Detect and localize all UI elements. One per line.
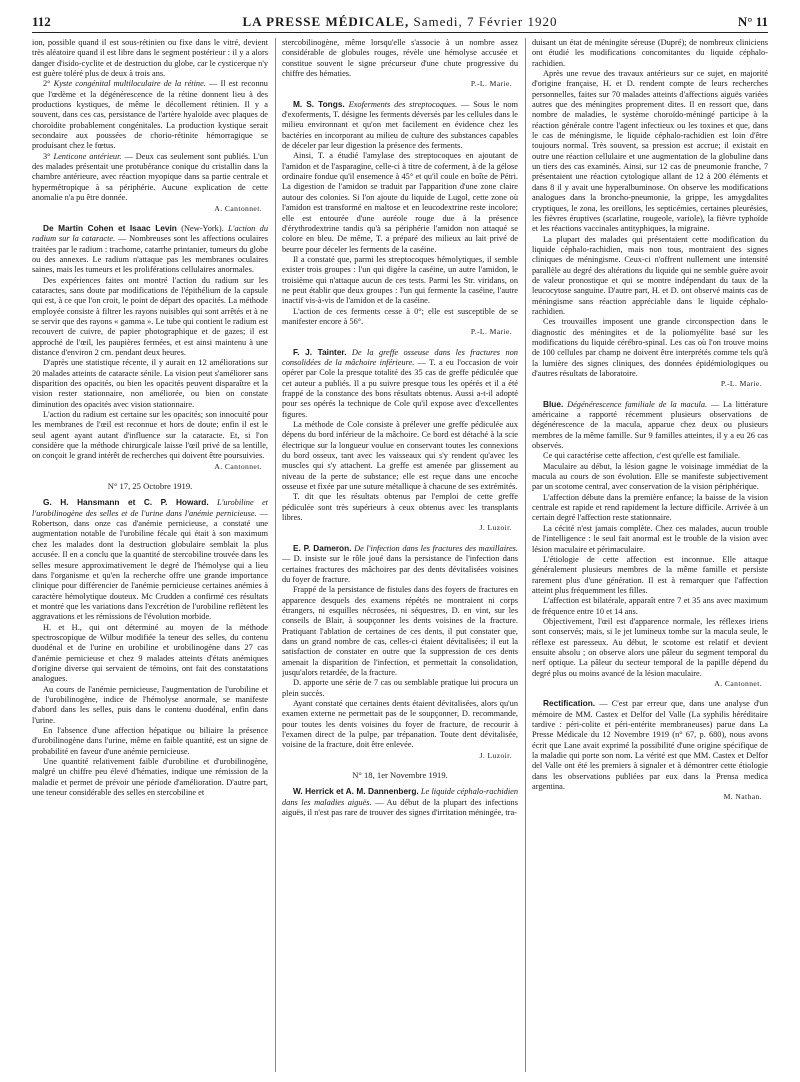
signature: J. Luzoir. xyxy=(479,523,512,533)
column-divider xyxy=(525,38,526,1072)
paragraph: Objectivement, l'œil est d'apparence normale, les réflexes iriens sont conservés; mais, si le jet lumineux tombe sur la macula seule, le réflexe est paresseux. Au début, le scotome est relatif et devient ensuite absolu ; on observe alors une pâleur du segment temporal du nerf optique. La pâleur du secteur temporal de la papille dépend du degré plus ou moins avancé de la lésion maculaire. xyxy=(532,616,768,678)
paragraph: L'affection débute dans la première enfance; la baisse de la vision centrale est rapide et rend rapidement la lecture difficile. Arrivée à un certain degré l'affection reste stationnaire. xyxy=(532,492,768,523)
article-title: Le liquide céphalo-rachidien dans les maladies aiguës. xyxy=(282,787,518,807)
paragraph: Maculaire au début, la lésion gagne le voisinage immédiat de la macula au cours de son évolution. Elle se manifeste subjectivement par un scotome central, avec conservation de la vision périphérique. xyxy=(532,461,768,492)
paragraph: H. et H., qui ont déterminé au moyen de la méthode spectroscopique de Wilbur modifiée la teneur des selles, du contenu duodénal et de l'urine en urobiline et urobilinogène dans 27 cas d'anémie pernicieuse et chez 9 malades atteints d'états anémiques d'origine diverse qui servaient de témoins, ont fait des constatations analogues. xyxy=(32,622,268,684)
issue-section-heading: N° 18, 1er Novembre 1919. xyxy=(352,770,448,781)
paragraph: 2° Kyste congénital multiloculaire de la rétine. — Il est reconnu que l'œdème et la dégénérescence de la rétine donnent lieu à des productions kystiques, de même le décollement rétinien. Il y a souvent, dans ces cas, persistance de l'artère hyaloïde avec plaques de choroïdite probablement congénitales. La production kystique serait secondaire aux poussées de chorio-rétinite hémorragique se produisant chez le fœtus. xyxy=(32,79,268,151)
paragraph: Il a constaté que, parmi les streptocoques hémolytiques, il semble exister trois groupes : l'un qui digère la caséine, un autre l'amidon, le troisième qui n'attaque aucun de ces tests. Parmi les Str. viridans, on ne peut établir que deux groupes : l'un qui fermente la caséine, l'autre inactif vis-à-vis de l'amidon et de la caséine. xyxy=(282,254,518,306)
article-columns xyxy=(32,38,768,1072)
paragraph: La cécité n'est jamais complète. Chez ces malades, aucun trouble de l'intelligence : le seul fait anormal est le trouble de la vision avec lésion maculaire et périmaculaire. xyxy=(532,523,768,554)
page-number: 112 xyxy=(32,14,51,29)
issue-number: N° 11 xyxy=(737,14,768,29)
paragraph: duisant un état de méningite séreuse (Dupré); de nombreux cliniciens ont étudié les modifications concomitantes du liquide céphalo-rachidien. xyxy=(532,38,768,68)
paragraph: L'action de ces ferments cesse à 0°; elle est susceptible de se manifester encore à 56°. xyxy=(282,306,518,326)
paragraph: Ayant constaté que certaines dents étaient dévitalisées, alors qu'un examen externe ne permettait pas de le soupçonner, D. recommande, pour toutes les dents voisines du foyer de fracture, de recourir à l'examen direct de la pulpe, par trépanation. Toute dent dévitalisée, voisine de la fracture, doit être enlevée. xyxy=(282,698,518,750)
column-divider xyxy=(275,38,276,1072)
article-title: L'urobiline et l'urobilinogène des selles et de l'urine dans l'anémie pernicieuse. xyxy=(32,498,268,518)
paragraph: T. dit que les résultats obtenus par l'emploi de cette greffe pédiculée sont très supérieurs à ceux obtenus avec les transplants libres. xyxy=(282,492,518,523)
paragraph: Après une revue des travaux antérieurs sur ce sujet, en majorité d'origine française, H. et D. rendent compte de leurs recherches personnelles, faites sur 70 malades atteints d'affections aiguës variées autres que des méningites proprement dites. Il en ressort que, dans nombre de maladies, le système choroïdo-méningé participe à la réaction générale contre l'agent infectieux ou les toxines et que, dans le cas de méningisme, le liquide céphalo-rachidien est loin d'être toujours normal. Très souvent, sa pression est accrue; il existait en outre une réaction cellulaire et une augmentation de la globuline dans un tiers des cas examinés. Ainsi, sur 12 cas de pneumonie franche, 7 présentaient une réaction cytologique allant de 12 à 200 éléments et dans 8 il y avait une hyperalbuminose. On observe les modifications analogues dans la broncho-pneumonie, la grippe, les amygdalites cryptiques, le zona, les oreillons, les septicémies, certaines pleurésies, les fièvres éruptives (scarlatine, rougeole, variole), la fièvre typhoïde et les réactions vaccinales antityphiques, la migraine. xyxy=(532,69,768,234)
signature: P.-L. Marie. xyxy=(470,327,512,337)
issue-section-heading: N° 17, 25 Octobre 1919. xyxy=(107,481,193,492)
abstract-paragraph: De Martin Cohen et Isaac Levin (New-York). L'action du radium sur la cataracte. — Nombreuses sont les affections oculaires traitées par le radium : trachome, catarrhe printanier, tumeurs du globe ou des annexes. Le radium n'attaque pas les membranes oculaires saines, mais les tumeurs et les proliférations cellulaires anormales. xyxy=(32,222,268,275)
column-middle xyxy=(282,38,518,1072)
article-authors: F. J. Tainter. xyxy=(293,346,347,357)
article-authors: Blue. xyxy=(543,398,564,409)
article-title: Dégénérescence familiale de la macula. xyxy=(567,399,708,409)
abstract-paragraph: Rectification. — C'est par erreur que, dans une analyse d'un mémoire de MM. Castex et Delfor del Valle (La syphilis héréditaire tardive : péri-colite et péri-entérite membraneuses) parue dans La Presse Médicale du 12 Novembre 1919 (n° 67, p. 680), nous avons écrit que Lane avait exprimé la possibilité d'une origine spécifique de la maladie qui porte son nom. La vérité est que MM. Castex et Delfor del Valle ont été les premiers à signaler et à démontrer cette étiologie dans les observations publiées par eux dans la Prensa medica argentina. xyxy=(532,698,768,792)
paragraph: L'action du radium est certaine sur les opacités; son innocuité pour les membranes de l'œil est reconnue et hors de doute; enfin il est le seul agent ayant autant d'influence sur la cataracte. Et, si l'on considère que la méthode chirurgicale laisse l'œil privé de sa lentille, on conçoit le grand intérêt de recherches qui doivent être poursuivies. xyxy=(32,410,268,461)
section-title: Kyste congénital multiloculaire de la rétine. xyxy=(53,79,206,89)
page-header xyxy=(32,14,768,33)
article-authors: Rectification. xyxy=(543,698,596,709)
paragraph: La méthode de Cole consiste à prélever une greffe pédiculée aux dépens du bord inférieur de la mâchoire. Ce bord est détaché à la scie électrique sur la longueur voulue en conservant toutes les connexions du bord osseux, tant avec les vaisseaux qui s'y rendent qu'avec les muscles qui s'y attachent. La greffe est amenée par glissement au niveau de la perte de substance; elle est reçue dans une encoche osseuse et fixée par une suture métallique à chacune de ses extrémités. xyxy=(282,420,518,492)
signature: M. Nathan. xyxy=(723,792,762,802)
paragraph: La plupart des malades qui présentaient cette modification du liquide céphalo-rachidien, mais non tous, montraient des signes cliniques de méningisme. Ceux-ci n'offrent nullement une intensité parallèle au degré des altérations du liquide qui ne semble guère avoir de valeur pronostique et qui se montre indépendant du taux de la leucocytose sanguine. D'autre part, H. et D. ont observé maints cas de méningisme sans réaction appréciable dans le liquide céphalo-rachidien. xyxy=(532,234,768,316)
paragraph: Une quantité relativement faible d'urobiline et d'urobilinogène, malgré un chiffre peu élevé d'hématies, indique une rémission de la maladie et permet de prévoir une période d'amélioration. D'autre part, une teneur considérable des selles en stercobiline et xyxy=(32,757,268,798)
paragraph: Au cours de l'anémie pernicieuse, l'augmentation de l'urobiline et de l'urobilinogène, indice de l'hémolyse anormale, se manifeste d'abord dans les selles, puis dans le contenu duodénal, enfin dans l'urine. xyxy=(32,684,268,725)
signature: A. Cantonnet. xyxy=(214,203,262,213)
section-title: Lenticone antérieur. xyxy=(53,151,122,161)
article-authors: E. P. Dameron. xyxy=(293,542,352,553)
signature: A. Cantonnet. xyxy=(214,461,262,471)
paragraph: Ce qui caractérise cette affection, c'est qu'elle est familiale. xyxy=(543,451,740,461)
signature: J. Luzoir. xyxy=(479,750,512,760)
paragraph: L'étiologie de cette affection est inconnue. Elle attaque généralement plusieurs membres de la même famille et persiste rarement plus d'une génération. Il est à remarquer que l'affection atteint plus fréquemment les filles. xyxy=(532,554,768,595)
abstract-paragraph: Blue. Dégénérescence familiale de la macula. — La littérature américaine a rapporté récemment plusieurs observations de dégénérescence de la macula, apparue chez deux ou plusieurs membres de la même famille. Sur 9 familles atteintes, il y a eu 26 cas observés. xyxy=(532,398,768,451)
paragraph: stercobilinogène, même lorsqu'elle s'associe à un nombre assez considérable de globules rouges, révèle une hémolyse accusée et constitue souvent le signe précurseur d'une chute progressive du chiffre des hématies. xyxy=(282,38,518,79)
paragraph: Frappé de la persistance de fistules dans des foyers de fractures en apparence desquels des examens répétés ne montraient ni corps étrangers, ni esquilles nécrosées, ni séquestres, D. en vint, sur les conseils de Blair, à soupçonner les dents voisines de la fracture. Pratiquant l'ablation de certaines de ces dents, il put constater que, dans un grand nombre de cas, celles-ci étaient dévitalisées; il eut la satisfaction de constater en outre que la suppression de ces dents amenait la disparition de l'infection, et permettait la consolidation, jusqu'alors retardée, de la fracture. xyxy=(282,585,518,677)
journal-title xyxy=(32,14,768,30)
article-title: De la greffe osseuse dans les fractures non consolidées de la mâchoire inférieure. xyxy=(282,347,518,367)
article-authors: M. S. Tongs. xyxy=(293,98,345,109)
abstract-paragraph: M. S. Tongs. Exoferments des streptocoques. — Sous le nom d'exoferments, T. désigne les ferments déversés par les cellules dans le milieu environnant et qu'on met facilement en évidence chez les bactéries en incorporant au milieu de culture des substances capables de déceler par leur digestion la présence des ferments. xyxy=(282,98,518,151)
article-title: L'action du radium sur la cataracte. xyxy=(32,223,268,244)
paragraph: D'après une statistique récente, il y aurait en 12 améliorations sur 20 malades atteints de cataracte sénile. La vision peut s'améliorer sans disparition des opacités, ou bien les opacités peuvent disparaître et la vision rester stationnaire, non améliorée, ou bien on constate diminution des opacités avec vision stationnaire. xyxy=(32,358,268,409)
article-authors: W. Herrick et A. M. Dannenberg. xyxy=(293,786,419,797)
paragraph: L'affection est bilatérale, apparaît entre 7 et 35 ans avec maximum de fréquence entre 10 et 14 ans. xyxy=(532,596,768,616)
journal-name: LA PRESSE MÉDICALE, xyxy=(242,14,410,29)
paragraph: D. apporte une série de 7 cas ou semblable pratique lui procura un plein succès. xyxy=(282,678,518,698)
abstract-paragraph: G. H. Hansmann et C. P. Howard. L'urobiline et l'urobilinogène des selles et de l'urine dans l'anémie pernicieuse. — Robertson, dans onze cas d'anémie pernicieuse, a constaté une augmentation notable de l'urobiline fécale qui était à son maximum chez les malades dont la destruction globulaire semblait la plus accusée. Il en a conclu que la quantité de stercobiline trouvée dans les selles mesure approximativement le degré de l'hémolyse qui a lieu dans l'organisme et qu'en la recherche offre une grande importance clinique pour différencier de l'anémie pernicieuse certaines anémies à caractère hémolytique douteux. Mc Crudden a confirmé ces résultats et montré que les variations dans l'excrétion de l'urobiline reflètent les aggravations et les rémissions de l'évolution morbide. xyxy=(32,497,268,622)
paragraph: ion, possible quand il est sous-rétinien ou fixe dans le vitré, devient très aléatoire quand il est libre dans le segment postérieur : il y a alors danger d'isido-cyclite et de destruction du globe, car le cysticerque n'y est guère toléré plus de deux à trois ans. xyxy=(32,38,268,79)
column-right xyxy=(532,38,768,1072)
paragraph: Ainsi, T. a étudié l'amylase des streptocoques en ajoutant de l'amidon et de l'asparagine, celle-ci à titre de coferment, à de la gélose ordinaire fondue qu'il ensemence à 45° et qu'il coule en boîte de Pétri. La digestion de l'amidon se traduit par l'apparition d'une zone claire autour des colonies. Si l'on ajoute du liquide de Lugol, cette zone où l'amidon est transformé en maltose et en leucodextrine reste incolore; elle est entourée d'une auréole rouge due à la présence d'érythrodextrine tandis qu'à sa périphérie l'amidon non attaqué se colore en bleu. De même, T. a préparé des milieux au lait privé de beurre pour déceler les ferments de la caséine. xyxy=(282,151,518,254)
paragraph: En l'absence d'une affection hépatique ou biliaire la présence d'urobilinogène dans l'urine, même en faible quantité, est un signe de probabilité en faveur d'une anémie pernicieuse. xyxy=(32,726,268,756)
article-authors: G. H. Hansmann et C. P. Howard. xyxy=(43,497,209,508)
column-left xyxy=(32,38,268,1072)
signature: P.-L. Marie. xyxy=(470,79,512,89)
paragraph: Des expériences faites ont montré l'action du radium sur les cataractes, sans doute par modifications de l'épithélium de la capsule qui est, à ce que l'on croit, le point de départ des opacités. La méthode employée consiste à filtrer les rayons nuisibles qui sont arrêtés et à ne se servir que des rayons « gamma ». Le tube qui contient le radium est recouvert de cuivre, de papier photographique et de gazes; il est approché de l'œil, les paupières fermées, et est ainsi maintenu à une distance d'environ 2 cm. pendant deux heures. xyxy=(32,275,268,357)
abstract-paragraph: F. J. Tainter. De la greffe osseuse dans les fractures non consolidées de la mâchoire inférieure. — T. a eu l'occasion de voir opérer par Cole la presque totalité des 35 cas de greffe pédiculée que cet auteur a publiés. Il a pu suivre presque tous les opérés et il a été frappé de la constance des bons résultats obtenus. Aussi a-t-il adopté pour ses opérés la technique de Cole qu'il expose avec d'excellentes figures. xyxy=(282,346,518,419)
signature: P.-L. Marie. xyxy=(720,379,762,389)
paragraph: 3° Lenticone antérieur. — Deux cas seulement sont publiés. L'un des malades présentait une protubérance conique du cristallin dans la chambre antérieure, avec réaction myopique dans sa partie centrale et hypermétropique à sa périphérie. Aucune explication de cette anomalie n'a pu être donnée. xyxy=(32,151,268,203)
paragraph: Ces trouvailles imposent une grande circonspection dans le diagnostic des méningites et de la poliomyélite basé sur les modifications du liquide cérébro-spinal. Les cas où l'on trouve moins de 100 cellules par champ ne doivent être interprétés comme tels qu'à la lumière des signes cliniques, des données épidémiologiques ou d'autres résultats de laboratoire. xyxy=(532,317,768,378)
article-title: De l'infection dans les fractures des maxillaires. xyxy=(354,543,518,553)
abstract-paragraph: E. P. Dameron. De l'infection dans les fractures des maxillaires. — D. insiste sur le rôle joué dans la persistance de l'infection dans certaines fractures des mâchoires par des dents dévitalisées voisines du foyer de fracture. xyxy=(282,542,518,584)
abstract-paragraph: W. Herrick et A. M. Dannenberg. Le liquide céphalo-rachidien dans les maladies aiguës. — Au début de la plupart des infections aiguës, il n'est pas rare de trouver des signes d'irritation méningée, tra- xyxy=(282,786,518,818)
article-authors: De Martin Cohen et Isaac Levin xyxy=(43,222,177,233)
signature: A. Cantonnet. xyxy=(714,678,762,688)
article-title: Exoferments des streptocoques. xyxy=(348,99,458,109)
issue-date: Samedi, 7 Février 1920 xyxy=(409,14,558,29)
